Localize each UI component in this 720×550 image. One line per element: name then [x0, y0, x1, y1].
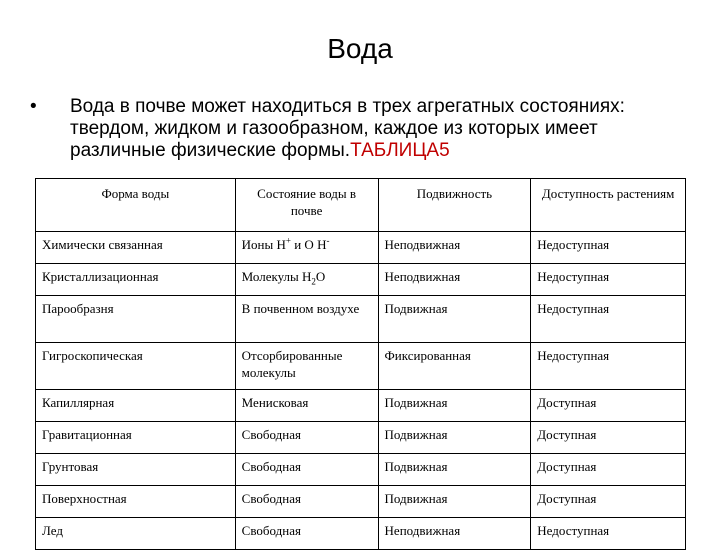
- cell-availability: Доступная: [531, 390, 686, 422]
- cell-form: Парообразня: [36, 296, 236, 343]
- table-row: [36, 343, 686, 390]
- table-row: [36, 296, 686, 343]
- cell-form: Гравитационная: [36, 422, 236, 454]
- cell-state: Молекулы $Н_2О$: [235, 264, 378, 296]
- cell-form: Лед: [36, 518, 236, 550]
- cell-mobility: Подвижная: [378, 422, 531, 454]
- cell-mobility: Подвижная: [378, 486, 531, 518]
- cell-form: Гигроскопическая: [36, 343, 236, 390]
- water-forms-table: [35, 178, 686, 550]
- cell-availability: Недоступная: [531, 296, 686, 343]
- table-row: [36, 422, 686, 454]
- cell-availability: Недоступная: [531, 518, 686, 550]
- bullet-text: Вода в почве может находиться в трех агрегатных состояниях: твердом, жидком и газообразном, каждое из которых имеет различные физические формы.: [70, 96, 625, 161]
- table-row: [36, 486, 686, 518]
- cell-availability: Доступная: [531, 486, 686, 518]
- table-reference: ТАБЛИЦА5: [350, 140, 450, 161]
- cell-availability: Недоступная: [531, 264, 686, 296]
- cell-mobility: Подвижная: [378, 390, 531, 422]
- cell-availability: Недоступная: [531, 343, 686, 390]
- cell-mobility: Неподвижная: [378, 518, 531, 550]
- cell-availability: Доступная: [531, 422, 686, 454]
- cell-state: Свободная: [235, 518, 378, 550]
- cell-mobility: Подвижная: [378, 296, 531, 343]
- cell-mobility: Неподвижная: [378, 232, 531, 264]
- table-row: [36, 264, 686, 296]
- cell-state: Менисковая: [235, 390, 378, 422]
- cell-mobility: Подвижная: [378, 454, 531, 486]
- table-header-row: [36, 179, 686, 232]
- cell-availability: Недоступная: [531, 232, 686, 264]
- bullet-paragraph: [30, 96, 690, 162]
- cell-mobility: Неподвижная: [378, 264, 531, 296]
- cell-form: Кристаллизационная: [36, 264, 236, 296]
- bullet-text-block: [70, 96, 690, 162]
- cell-form: Капиллярная: [36, 390, 236, 422]
- cell-state: Свободная: [235, 422, 378, 454]
- header-mobility: Подвижность: [378, 179, 531, 232]
- cell-state: Свободная: [235, 486, 378, 518]
- header-availability: Доступность растениям: [531, 179, 686, 232]
- table-row: [36, 518, 686, 550]
- cell-form: Поверхностная: [36, 486, 236, 518]
- header-water-state: Состояние воды в почве: [235, 179, 378, 232]
- cell-mobility: Фиксированная: [378, 343, 531, 390]
- cell-state: Свободная: [235, 454, 378, 486]
- table-row: [36, 390, 686, 422]
- bullet-marker: •: [30, 96, 37, 117]
- slide-title: Вода: [327, 33, 393, 64]
- cell-availability: Доступная: [531, 454, 686, 486]
- table-row: [36, 232, 686, 264]
- cell-state: Отсорбированные молекулы: [235, 343, 378, 390]
- table-row: [36, 454, 686, 486]
- header-water-form: Форма воды: [36, 179, 236, 232]
- cell-form: Грунтовая: [36, 454, 236, 486]
- cell-state: В почвенном воздухе: [235, 296, 378, 343]
- cell-state: Ионы Н+ и О Н-: [235, 232, 378, 264]
- cell-form: Химически связанная: [36, 232, 236, 264]
